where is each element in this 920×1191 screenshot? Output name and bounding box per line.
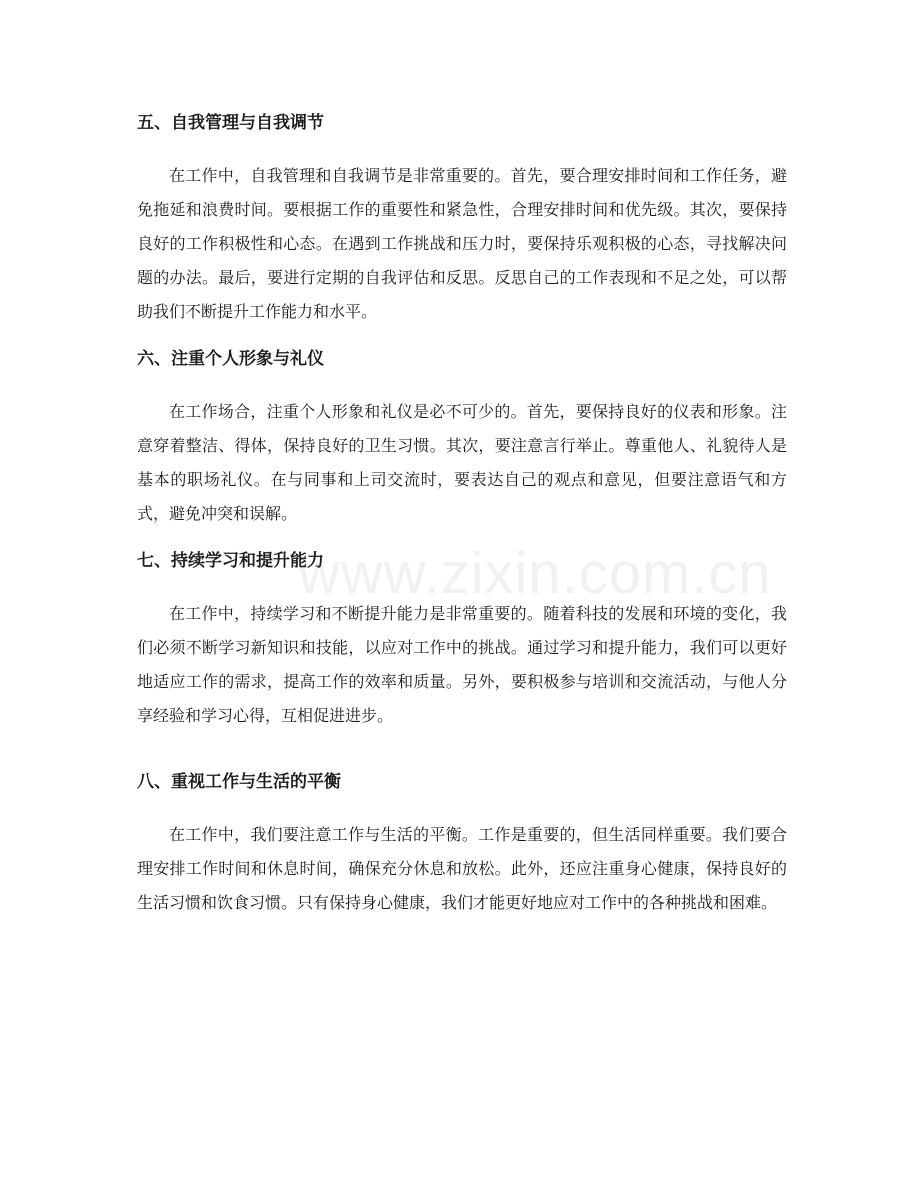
section-paragraph: 在工作中，我们要注意工作与生活的平衡。工作是重要的，但生活同样重要。我们要合理安排工作时间和休息时间，确保充分休息和放松。此外，还应注重身心健康，保持良好的生活习惯和饮食习惯。只有保持身心健康，我们才能更好地应对工作中的各种挑战和困难。	[137, 825, 787, 912]
section-paragraph: 在工作场合，注重个人形象和礼仪是必不可少的。首先，要保持良好的仪表和形象。注意穿着整洁、得体，保持良好的卫生习惯。其次，要注意言行举止。尊重他人、礼貌待人是基本的职场礼仪。在与同事和上司交流时，要表达自己的观点和意见，但要注意语气和方式，避免冲突和误解。	[137, 402, 787, 523]
section-continuous-learning	[137, 549, 787, 733]
section-personal-image	[137, 347, 787, 531]
section-work-life-balance	[137, 770, 787, 920]
section-paragraph: 在工作中，自我管理和自我调节是非常重要的。首先，要合理安排时间和工作任务，避免拖延和浪费时间。要根据工作的重要性和紧急性，合理安排时间和优先级。其次，要保持良好的工作积极性和心态。在遇到工作挑战和压力时，要保持乐观积极的心态，寻找解决问题的办法。最后，要进行定期的自我评估和反思。反思自己的工作表现和不足之处，可以帮助我们不断提升工作能力和水平。	[137, 166, 787, 321]
section-heading: 六、注重个人形象与礼仪	[137, 349, 324, 369]
section-heading: 七、持续学习和提升能力	[137, 551, 324, 571]
section-heading: 八、重视工作与生活的平衡	[137, 772, 341, 792]
section-self-management	[137, 111, 787, 329]
section-heading: 五、自我管理与自我调节	[137, 113, 324, 133]
watermark: www.zixin.com.cn	[298, 541, 772, 606]
section-paragraph: 在工作中，持续学习和不断提升能力是非常重要的。随着科技的发展和环境的变化，我们必须不断学习新知识和技能，以应对工作中的挑战。通过学习和提升能力，我们可以更好地适应工作的需求，提高工作的效率和质量。另外，要积极参与培训和交流活动，与他人分享经验和学习心得，互相促进进步。	[137, 604, 787, 725]
